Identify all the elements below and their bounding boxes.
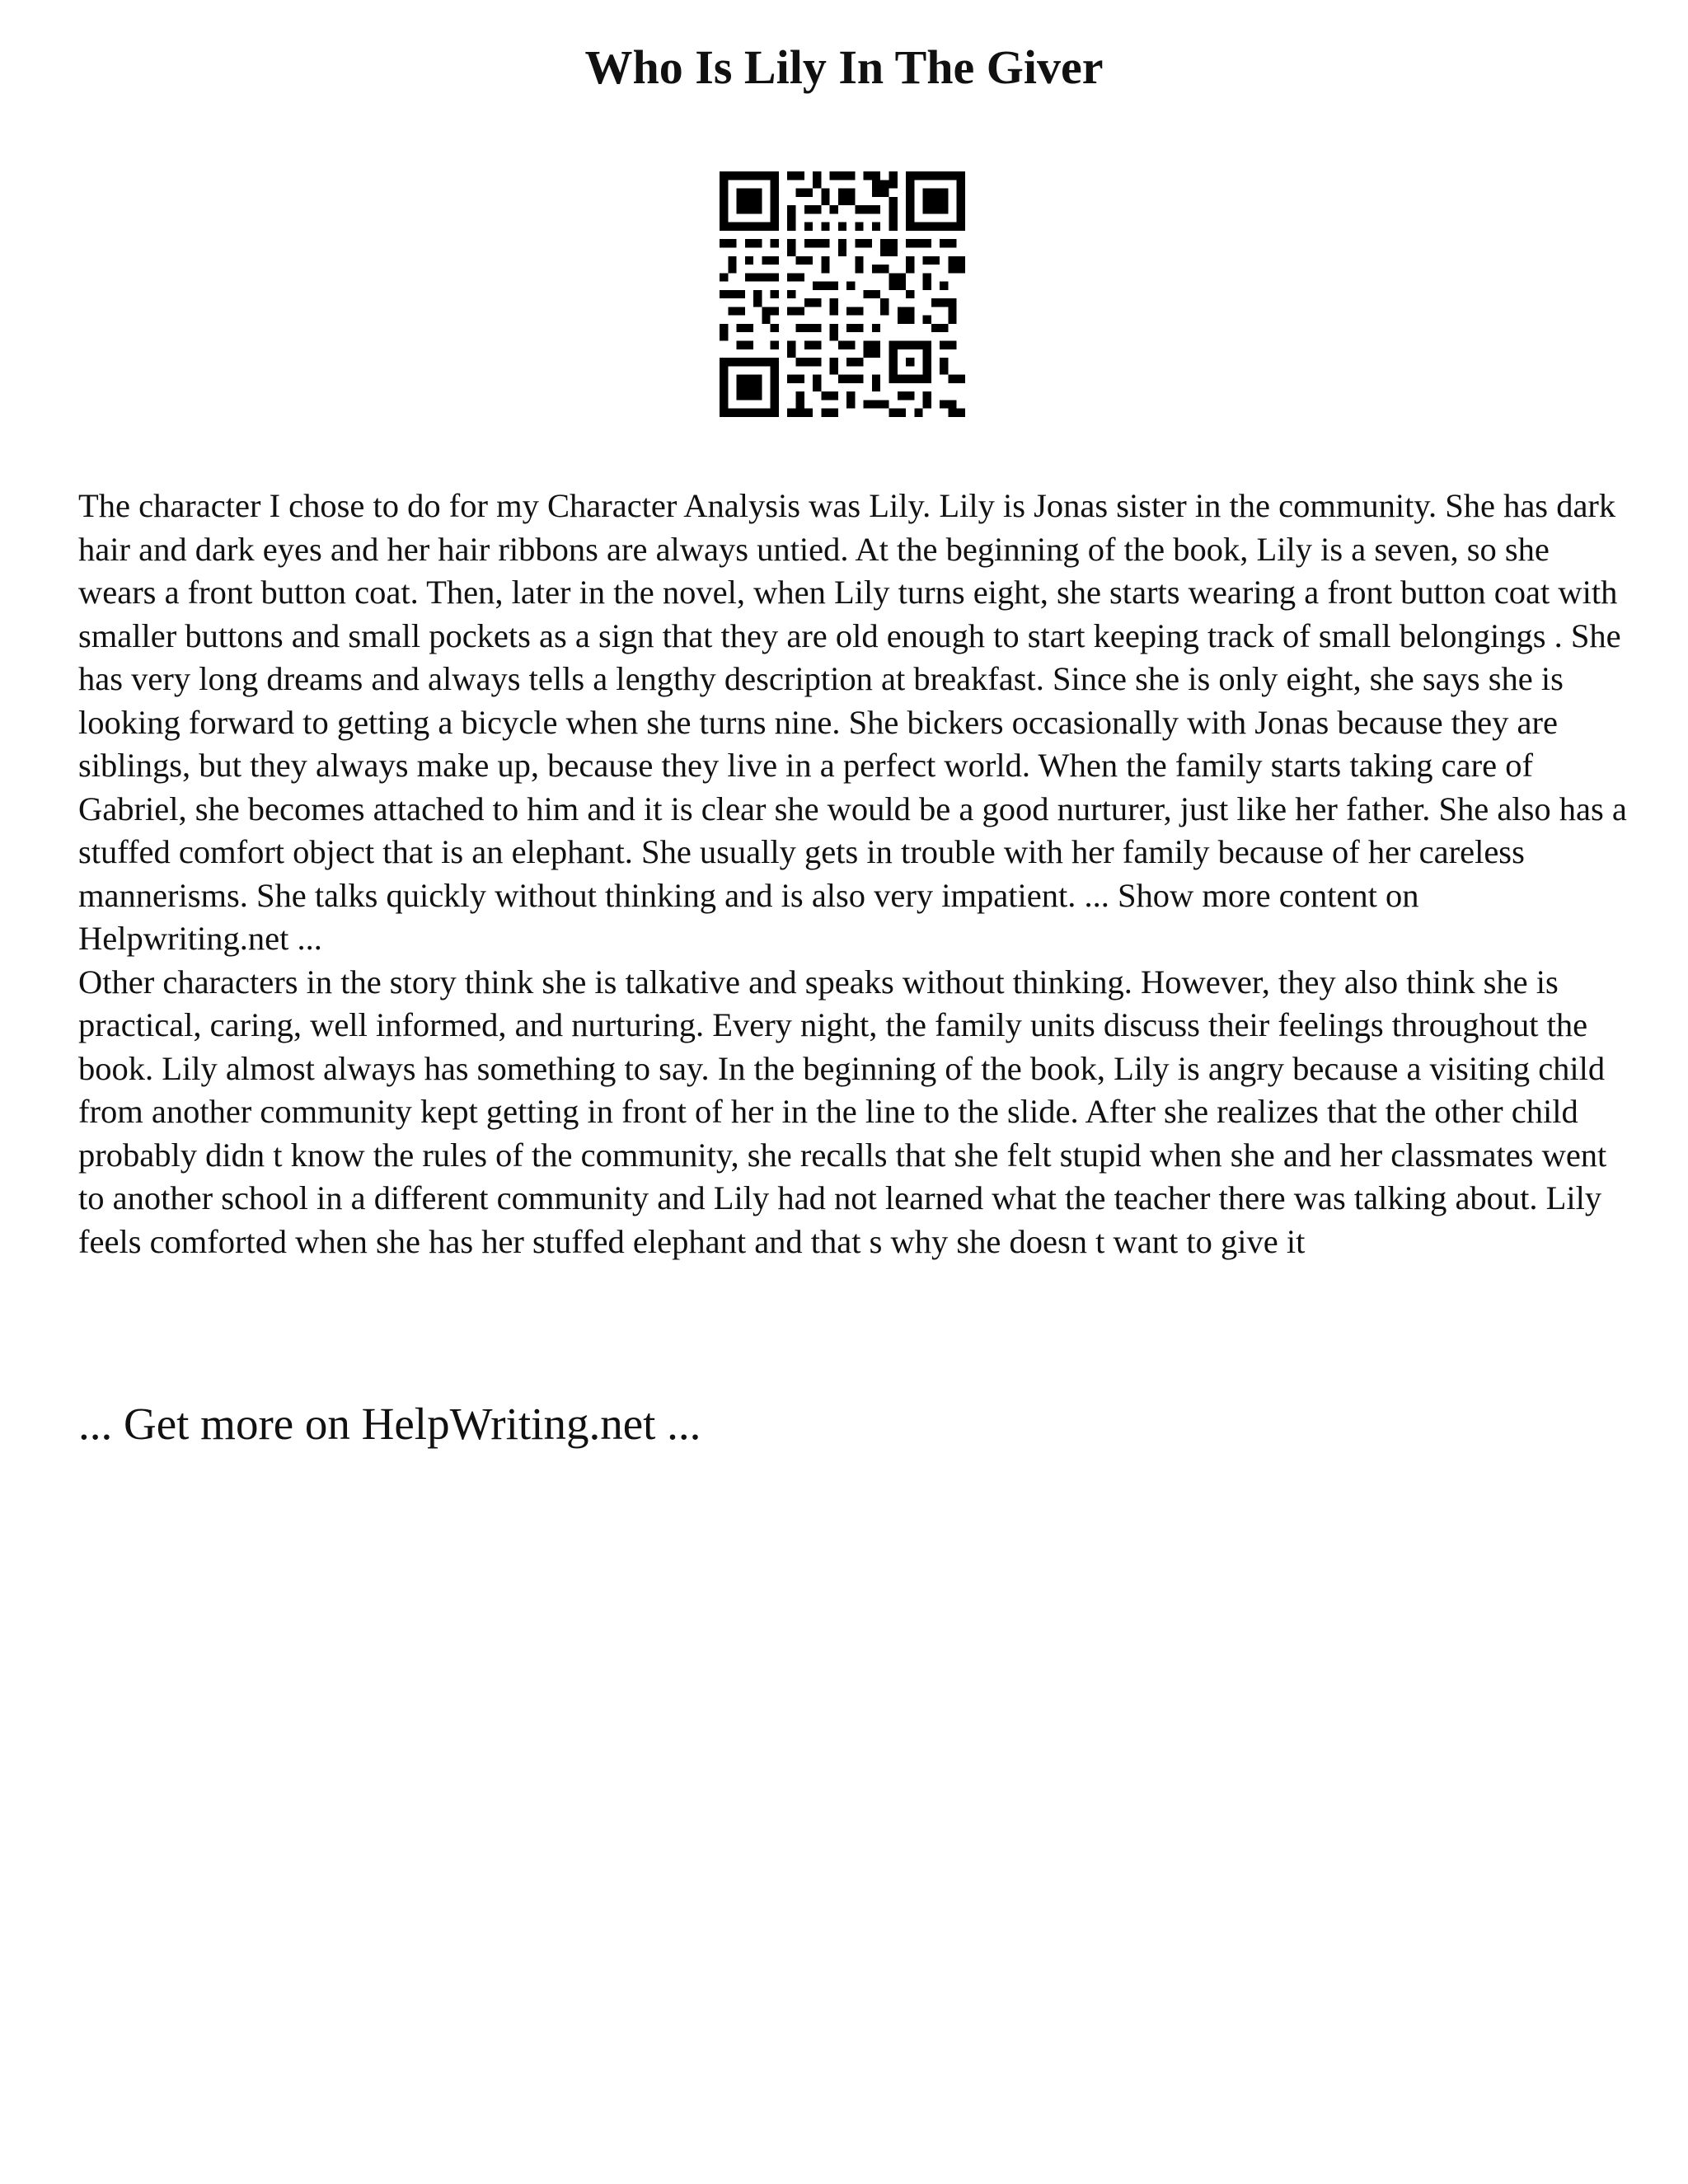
paragraph: The character I chose to do for my Character Analysis was Lily. Lily is Jonas sister in the community. She has dark hair and dark eyes and her hair ribbons are always untied. At the beginning of the book, Lily is a seven, so she wears a front button coat. Then, later in the novel, when Lily turns eight, she starts wearing a front button coat with smaller buttons and small pockets as a sign that they are old enough to start keeping track of small belongings . She has very long dreams and always tells a lengthy description at breakfast. Since she is only eight, she says she is looking forward to getting a bicycle when she turns nine. She bickers occasionally with Jonas because they are siblings, but they always make up, because they live in a perfect world. When the family starts taking care of Gabriel, she becomes attached to him and it is clear she would be a good nurturer, just like her father. She also has a stuffed comfort object that is an elephant. She usually gets in trouble with her family because of her careless mannerisms. She talks quickly without thinking and is also very impatient. ... Show more content on Helpwriting.net ... bbox=[78, 487, 1627, 957]
get-more-link[interactable]: ... Get more on HelpWriting.net ... bbox=[78, 1399, 701, 1449]
article-body bbox=[78, 485, 1628, 1263]
page-title: Who Is Lily In The Giver bbox=[584, 40, 1104, 94]
paragraph: Other characters in the story think she is talkative and speaks without thinking. However, they also think she is practical, caring, well informed, and nurturing. Every night, the family units discuss their feelings throughout the book. Lily almost always has something to say. In the beginning of the book, Lily is angry because a visiting child from another community kept getting in front of her in the line to the slide. After she realizes that the other child probably didn t know the rules of the community, she recalls that she felt stupid when she and her classmates went to another school in a different community and Lily had not learned what the teacher there was talking about. Lily feels comforted when she has her stuffed elephant and that s why she doesn t want to give it bbox=[78, 963, 1607, 1260]
qr-code-icon bbox=[720, 171, 965, 417]
